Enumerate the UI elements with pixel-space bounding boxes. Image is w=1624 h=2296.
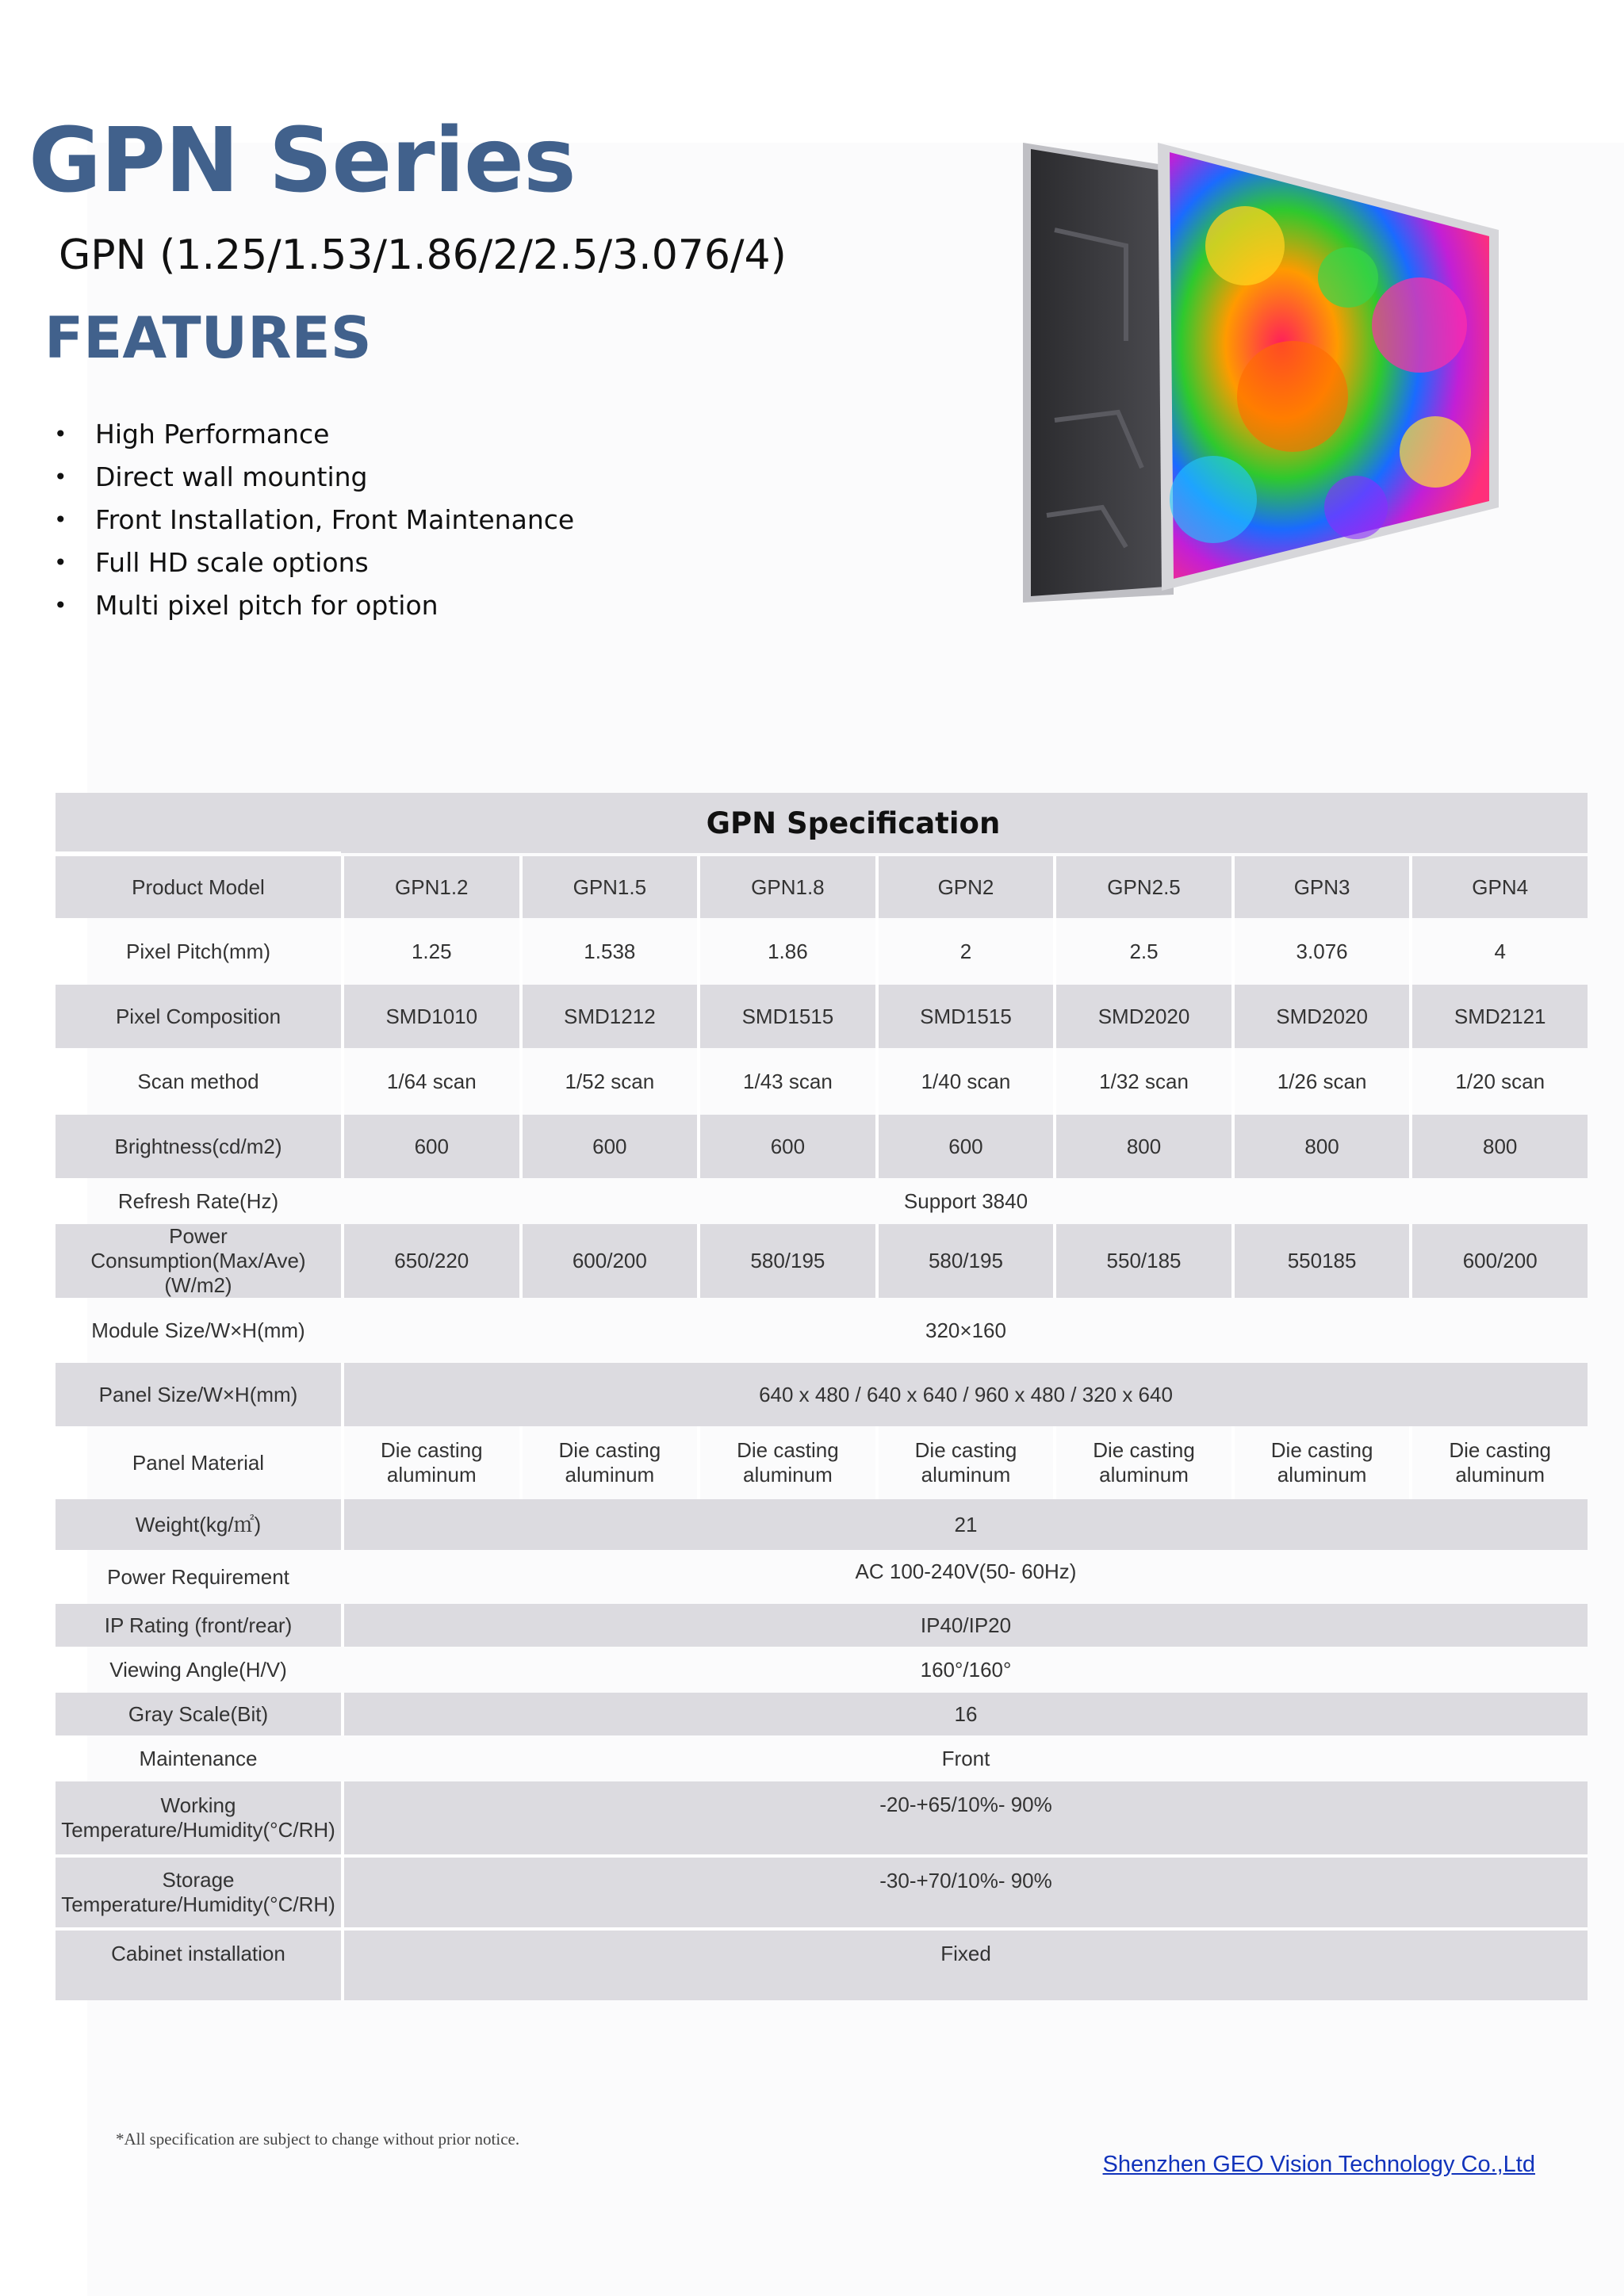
features-heading: FEATURES xyxy=(44,304,372,371)
table-cell: SMD1515 xyxy=(875,985,1054,1048)
table-row xyxy=(56,1224,1588,1298)
feature-item xyxy=(54,541,574,584)
row-label: Module Size/W×H(mm) xyxy=(91,1318,305,1342)
table-cell: Die casting aluminum xyxy=(1231,1426,1410,1499)
row-label: Maintenance xyxy=(139,1746,258,1770)
table-cell: GPN1.5 xyxy=(519,856,698,918)
feature-text: High Performance xyxy=(95,418,330,450)
table-cell: GPN1.8 xyxy=(697,856,875,918)
table-cell: Support 3840 xyxy=(903,1188,1028,1213)
table-cell: 1/40 scan xyxy=(875,1048,1054,1115)
table-row xyxy=(56,1550,1588,1604)
bullet-icon: • xyxy=(54,591,67,618)
table-row xyxy=(56,1298,1588,1363)
table-cell: 2.5 xyxy=(1053,918,1231,985)
table-cell: Die casting aluminum xyxy=(875,1426,1054,1499)
bullet-icon: • xyxy=(54,549,67,576)
table-cell: 1/26 scan xyxy=(1231,1048,1410,1115)
table-cell: Die casting aluminum xyxy=(519,1426,698,1499)
table-row xyxy=(56,1693,1588,1735)
table-cell: 800 xyxy=(1409,1115,1588,1178)
table-cell: SMD1010 xyxy=(341,985,519,1048)
table-cell: 1/32 scan xyxy=(1053,1048,1231,1115)
table-row xyxy=(56,1854,1588,1927)
table-cell: 2 xyxy=(875,918,1054,985)
table-cell: 800 xyxy=(1231,1115,1410,1178)
table-cell: 550/185 xyxy=(1053,1224,1231,1298)
table-cell: Die casting aluminum xyxy=(1053,1426,1231,1499)
table-cell: Die casting aluminum xyxy=(1409,1426,1588,1499)
table-cell: GPN2.5 xyxy=(1053,856,1231,918)
table-row xyxy=(56,1363,1588,1426)
table-cell: SMD2020 xyxy=(1053,985,1231,1048)
table-cell: 1/64 scan xyxy=(341,1048,519,1115)
feature-text: Front Installation, Front Maintenance xyxy=(95,503,575,535)
row-label: Product Model xyxy=(56,856,341,918)
row-label: Gray Scale(Bit) xyxy=(56,1693,341,1735)
feature-item xyxy=(54,498,574,541)
table-cell: SMD2121 xyxy=(1409,985,1588,1048)
features-list xyxy=(54,412,574,626)
series-title: GPN Series xyxy=(29,109,576,212)
row-label: Storage Temperature/Humidity(°C/RH) xyxy=(56,1854,341,1927)
table-cell: 580/195 xyxy=(875,1224,1054,1298)
feature-text: Multi pixel pitch for option xyxy=(95,589,439,621)
row-label: Panel Size/W×H(mm) xyxy=(56,1363,341,1426)
table-cell: 16 xyxy=(341,1693,1588,1735)
company-link[interactable]: Shenzhen GEO Vision Technology Co.,Ltd xyxy=(1102,2152,1535,2177)
disclaimer-note: *All specification are subject to change without prior notice. xyxy=(116,2130,520,2149)
row-label: Viewing Angle(H/V) xyxy=(109,1657,287,1682)
spec-table-title xyxy=(56,793,1588,853)
table-row xyxy=(56,1735,1588,1781)
table-cell: 1/43 scan xyxy=(697,1048,875,1115)
table-cell: 160°/160° xyxy=(920,1657,1012,1682)
table-cell: 4 xyxy=(1409,918,1588,985)
table-cell: 600 xyxy=(875,1115,1054,1178)
table-cell: Die casting aluminum xyxy=(341,1426,519,1499)
table-row xyxy=(56,1604,1588,1647)
table-cell: 550185 xyxy=(1231,1224,1410,1298)
table-cell: 600/200 xyxy=(519,1224,698,1298)
bullet-icon: • xyxy=(54,420,67,447)
table-cell: 1/20 scan xyxy=(1409,1048,1588,1115)
table-cell: GPN4 xyxy=(1409,856,1588,918)
row-label: Weight(kg/㎡) xyxy=(56,1499,341,1550)
table-cell: AC 100-240V(50- 60Hz) xyxy=(855,1559,1077,1583)
table-cell: SMD1515 xyxy=(697,985,875,1048)
table-cell: 600 xyxy=(341,1115,519,1178)
led-display-panel-icon xyxy=(1007,135,1522,618)
table-cell: 600/200 xyxy=(1409,1224,1588,1298)
table-cell: GPN3 xyxy=(1231,856,1410,918)
table-cell: 21 xyxy=(341,1499,1588,1550)
row-label: Brightness(cd/m2) xyxy=(56,1115,341,1178)
table-cell: GPN2 xyxy=(875,856,1054,918)
feature-item xyxy=(54,584,574,626)
feature-text: Full HD scale options xyxy=(95,546,369,578)
table-cell: 600 xyxy=(519,1115,698,1178)
table-cell: Front xyxy=(941,1746,990,1770)
feature-text: Direct wall mounting xyxy=(95,461,368,492)
table-cell: -30-+70/10%- 90% xyxy=(341,1854,1588,1927)
table-row xyxy=(56,1115,1588,1178)
series-subtitle: GPN (1.25/1.53/1.86/2/2.5/3.076/4) xyxy=(59,232,787,279)
table-cell: 3.076 xyxy=(1231,918,1410,985)
table-cell: 1.538 xyxy=(519,918,698,985)
table-cell: 640 x 480 / 640 x 640 / 960 x 480 / 320 x 640 xyxy=(341,1363,1588,1426)
row-label: Power Consumption(Max/Ave) (W/m2) xyxy=(56,1224,341,1298)
feature-item xyxy=(54,455,574,498)
row-label: Power Requirement xyxy=(107,1564,289,1589)
row-label: Pixel Composition xyxy=(56,985,341,1048)
row-label: Panel Material xyxy=(132,1450,265,1475)
table-row xyxy=(56,1781,1588,1854)
table-row xyxy=(56,985,1588,1048)
table-row xyxy=(56,856,1588,918)
table-cell: 320×160 xyxy=(925,1318,1006,1342)
table-cell: Fixed xyxy=(341,1927,1588,2000)
row-label: IP Rating (front/rear) xyxy=(56,1604,341,1647)
table-row xyxy=(56,1048,1588,1115)
table-cell: 1.86 xyxy=(697,918,875,985)
table-row xyxy=(56,1426,1588,1499)
table-cell: -20-+65/10%- 90% xyxy=(341,1781,1588,1854)
row-label: Cabinet installation xyxy=(56,1927,341,2000)
table-cell: Die casting aluminum xyxy=(697,1426,875,1499)
table-row xyxy=(56,1647,1588,1693)
table-row xyxy=(56,1178,1588,1224)
table-cell: GPN1.2 xyxy=(341,856,519,918)
table-row xyxy=(56,1927,1588,2000)
feature-item xyxy=(54,412,574,455)
row-label: Refresh Rate(Hz) xyxy=(117,1188,279,1213)
table-cell: SMD2020 xyxy=(1231,985,1410,1048)
bullet-icon: • xyxy=(54,463,67,490)
table-cell: IP40/IP20 xyxy=(341,1604,1588,1647)
spec-title-text: GPN Specification xyxy=(706,806,1001,840)
table-cell: SMD1212 xyxy=(519,985,698,1048)
row-label: Scan method xyxy=(137,1069,259,1093)
table-cell: 580/195 xyxy=(697,1224,875,1298)
table-cell: 1.25 xyxy=(341,918,519,985)
table-cell: 600 xyxy=(697,1115,875,1178)
table-cell: 1/52 scan xyxy=(519,1048,698,1115)
table-row xyxy=(56,1499,1588,1550)
row-label: Pixel Pitch(mm) xyxy=(125,939,270,963)
table-cell: 650/220 xyxy=(341,1224,519,1298)
bullet-icon: • xyxy=(54,506,67,533)
spec-table xyxy=(56,856,1588,2000)
table-row xyxy=(56,918,1588,985)
row-label: Working Temperature/Humidity(°C/RH) xyxy=(56,1781,341,1854)
table-cell: 800 xyxy=(1053,1115,1231,1178)
